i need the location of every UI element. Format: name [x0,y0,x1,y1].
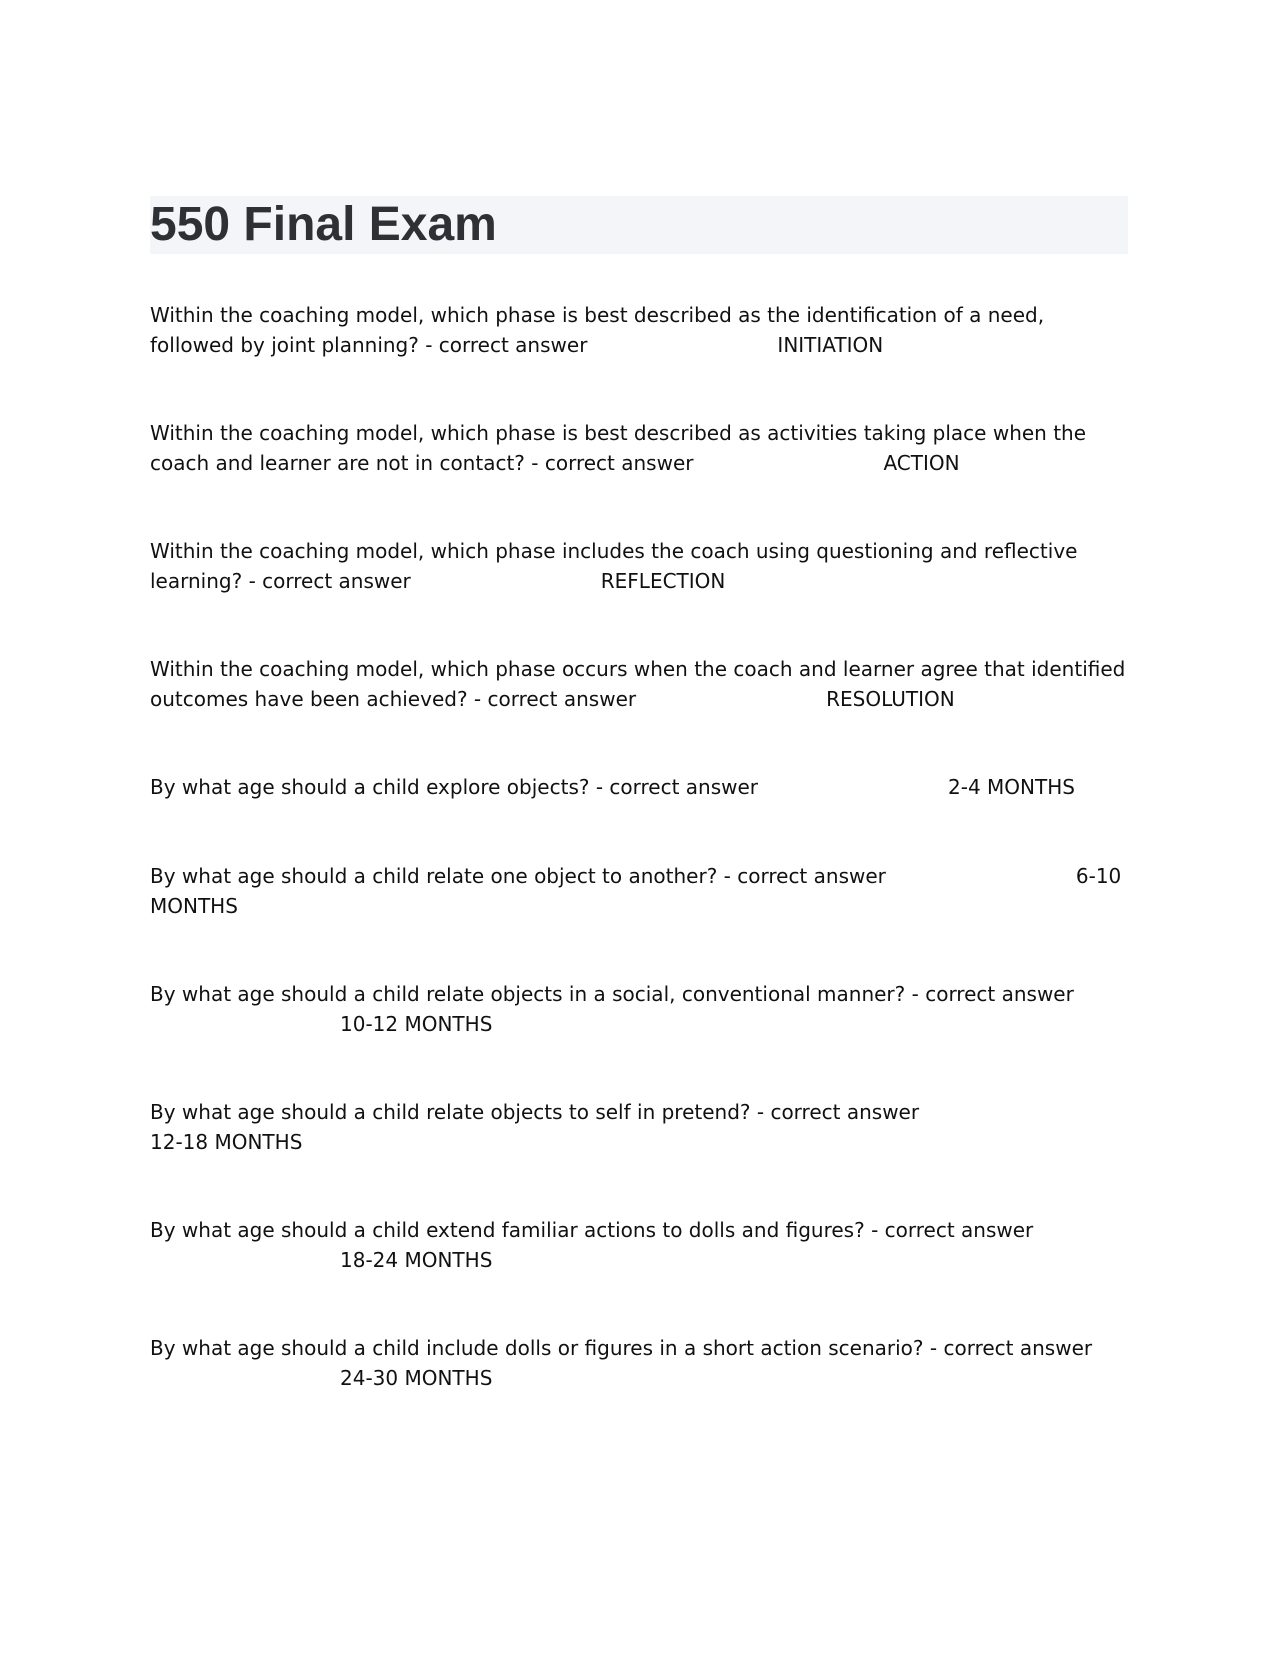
question-text: Within the coaching model, which phase includes the coach using questioning and reflective learning? - correct answer [150,539,1078,593]
answer-text: 6-10 MONTHS [150,864,1122,918]
answer-text: ACTION [883,451,960,475]
qa-item [150,1215,1128,1275]
qa-item [150,1333,1128,1393]
document-page [150,196,1128,1390]
question-text: By what age should a child include dolls or figures in a short action scenario? - correct answer [150,1336,1093,1360]
answer-text: INITIATION [777,333,884,357]
qa-item [150,418,1128,478]
qa-item [150,536,1128,596]
answer-text: 24-30 MONTHS [340,1366,493,1390]
answer-text: REFLECTION [600,569,726,593]
qa-item [150,979,1128,1039]
title-bar [150,196,1128,254]
qa-item [150,300,1128,360]
question-text: By what age should a child explore objects? - correct answer [150,775,759,799]
question-text: Within the coaching model, which phase occurs when the coach and learner agree that identified outcomes have been achieved? - correct answer [150,657,1126,711]
qa-item [150,654,1128,714]
qa-item [150,861,1128,921]
page-title: 550 Final Exam [150,198,497,251]
qa-item [150,772,1128,802]
answer-text: RESOLUTION [826,687,955,711]
question-text: By what age should a child relate objects to self in pretend? - correct answer [150,1100,920,1124]
question-text: Within the coaching model, which phase is best described as the identification of a need, followed by joint planning? - correct answer [150,303,1045,357]
question-text: Within the coaching model, which phase is best described as activities taking place when the coach and learner are not in contact? - correct answer [150,421,1087,475]
answer-text: 12-18 MONTHS [150,1130,303,1154]
question-text: By what age should a child relate one object to another? - correct answer [150,864,886,888]
answer-text: 18-24 MONTHS [340,1248,493,1272]
answer-text: 2-4 MONTHS [948,775,1075,799]
qa-item [150,1097,1128,1157]
question-text: By what age should a child extend familiar actions to dolls and figures? - correct answer [150,1218,1034,1242]
answer-text: 10-12 MONTHS [340,1012,493,1036]
question-text: By what age should a child relate objects in a social, conventional manner? - correct answer [150,982,1074,1006]
